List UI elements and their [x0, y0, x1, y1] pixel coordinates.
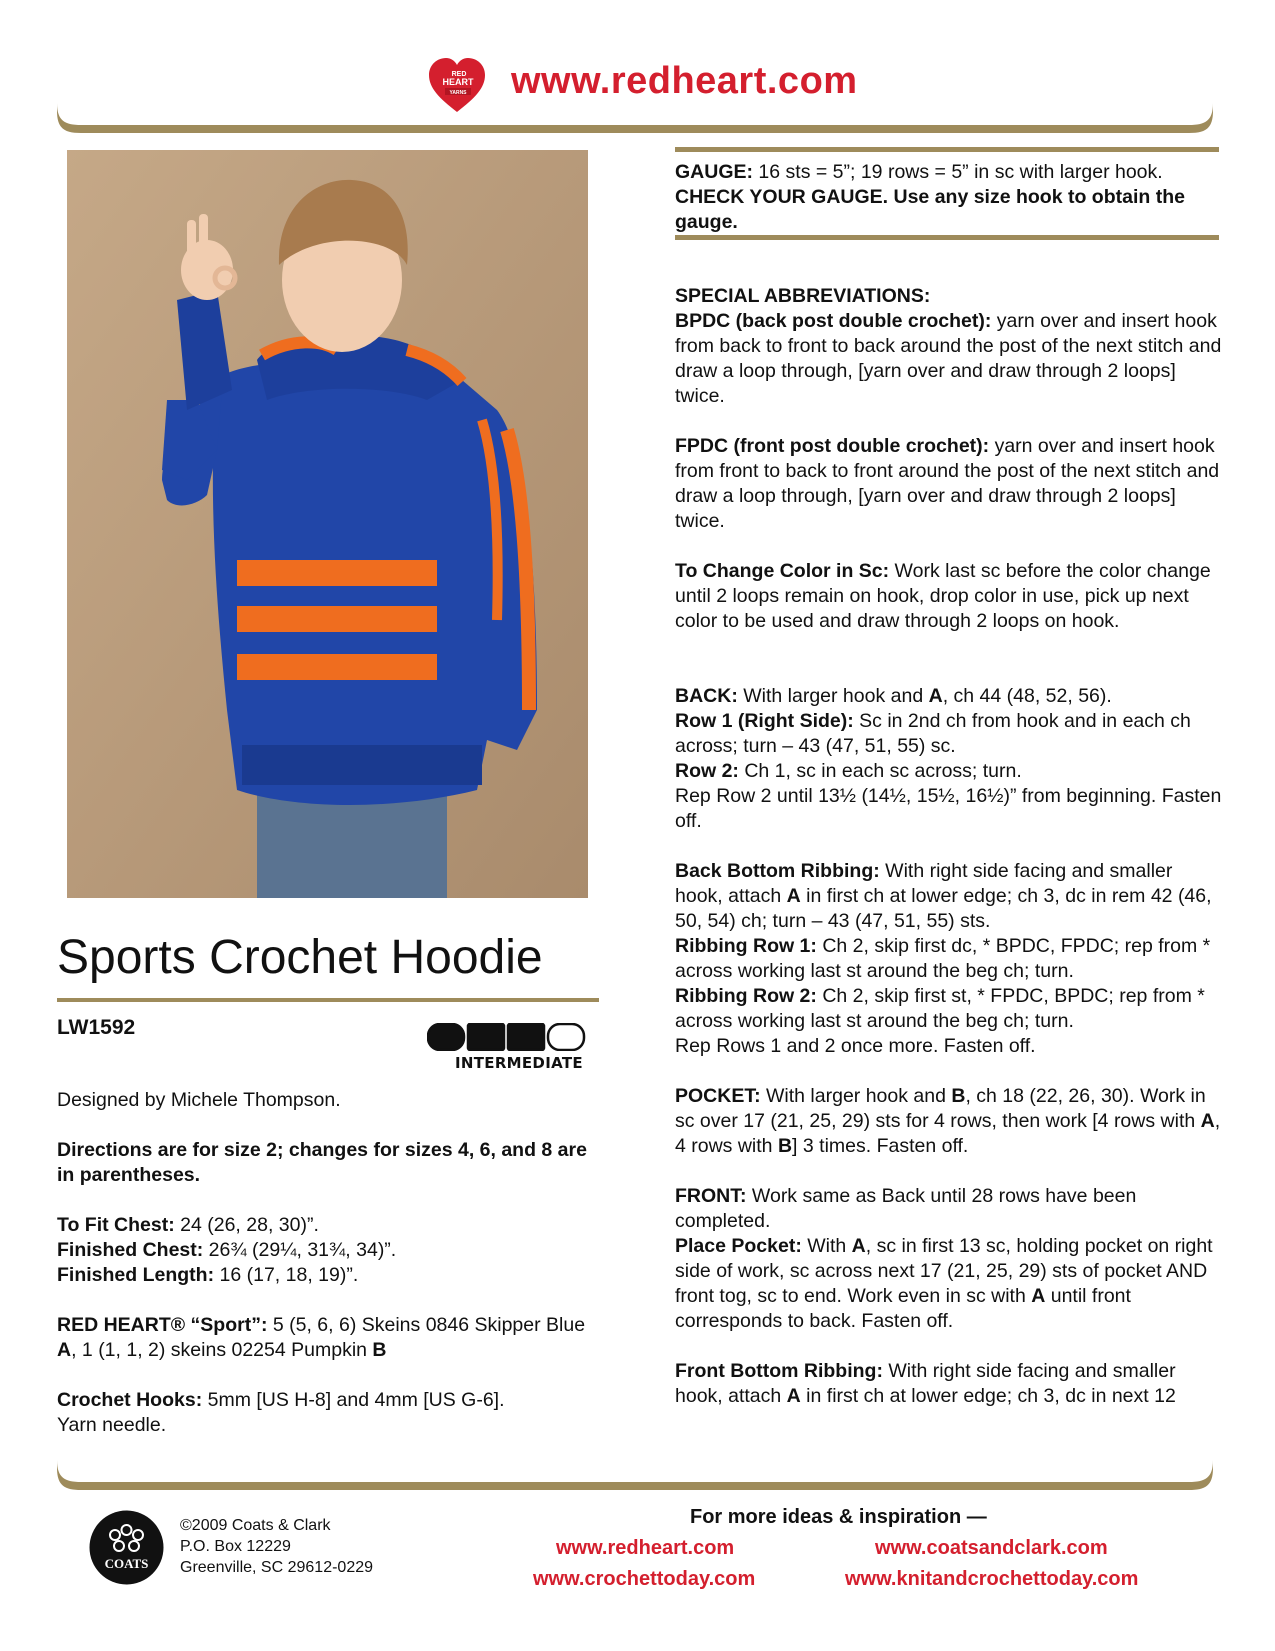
skill-level-label: INTERMEDIATE — [455, 1054, 583, 1072]
front-section: FRONT: Work same as Back until 28 rows have been completed. Place Pocket: With A, sc in first 13 sc, holding pocket on right side of work, sc across next 17 (21, 25, 29) sts of pocket AND front tog, sc to end. Work even in sc with A until front corresponds to back. Fasten off. — [675, 1185, 1213, 1332]
abbreviations-fpdc: FPDC (front post double crochet): yarn over and insert hook from front to back to front around the post of the next stitch and draw a loop through, [yarn over and draw through 2 loops] twice. — [675, 435, 1220, 532]
logo-text: RED — [451, 71, 467, 78]
header-band — [57, 103, 1213, 133]
back-ribbing-section: Back Bottom Ribbing: With right side facing and smaller hook, attach A in first ch at lower edge; ch 3, dc in rem 42 (46, 50, 54) ch; turn – 43 (47, 51, 55) sts. Ribbing Row 1: Ch 2, skip first dc, * BPDC, FPDC; rep from * across working last st around the beg ch; turn. Ribbing Row 2: Ch 2, skip first st, * FPDC, BPDC; rep from * across working last st around the beg ch; turn. Rep Rows 1 and 2 once more. Fasten off. — [675, 860, 1212, 1057]
skill-segment-filled — [508, 1024, 544, 1050]
site-url[interactable]: www.redheart.com — [511, 60, 858, 102]
company-address: ©2009 Coats & Clark P.O. Box 12229 Greenville, SC 29612-0229 — [180, 1517, 374, 1576]
skill-segment-empty — [548, 1024, 584, 1050]
pattern-details — [57, 1088, 597, 1463]
sizes-note: Directions are for size 2; changes for sizes 4, 6, and 8 are in parentheses. — [57, 1139, 587, 1186]
footer-link-redheart[interactable]: www.redheart.com — [556, 1537, 735, 1559]
abbreviations-color-change: To Change Color in Sc: Work last sc before the color change until 2 loops remain on hook, drop color in use, pick up next color to be used and draw through 2 loops on hook. — [675, 560, 1211, 632]
pattern-code: LW1592 — [57, 1016, 136, 1039]
coats-logo-text: COATS — [104, 1556, 149, 1571]
hooks-info: Crochet Hooks: 5mm [US H-8] and 4mm [US G-6]. Yarn needle. — [57, 1389, 505, 1436]
coats-logo[interactable] — [89, 1510, 164, 1585]
measurements: To Fit Chest: 24 (26, 28, 30)”. Finished Chest: 26¾ (29¼, 31¾, 34)”. Finished Length: 16 (17, 18, 19)”. — [57, 1214, 397, 1286]
gauge-top-rule — [675, 147, 1219, 152]
gauge-bottom-rule — [675, 235, 1219, 240]
pattern-instructions — [675, 284, 1225, 1434]
skill-segment-filled — [468, 1024, 504, 1050]
skill-segment-filled — [428, 1024, 464, 1050]
title-divider — [57, 998, 599, 1002]
product-photo — [67, 150, 588, 898]
gauge-box: GAUGE: 16 sts = 5”; 19 rows = 5” in sc with larger hook. CHECK YOUR GAUGE. Use any size hook to obtain the gauge. — [675, 161, 1185, 233]
pocket-section: POCKET: With larger hook and B, ch 18 (22, 26, 30). Work in sc over 17 (21, 25, 29) sts for 4 rows, then work [4 rows with A, 4 rows with B] 3 times. Fasten off. — [675, 1085, 1221, 1157]
pattern-title: Sports Crochet Hoodie — [57, 931, 543, 984]
hoodie-photo-illustration — [67, 150, 588, 898]
footer-link-coatsandclark[interactable]: www.coatsandclark.com — [875, 1537, 1108, 1559]
back-section: BACK: With larger hook and A, ch 44 (48, 52, 56). Row 1 (Right Side): Sc in 2nd ch from hook and in each ch across; turn – 43 (47, 51, 55) sc. Row 2: Ch 1, sc in each sc across; turn. Rep Row 2 until 13½ (14½, 15½, 16½)” from beginning. Fasten off. — [675, 685, 1222, 832]
logo-text: YARNS — [449, 90, 467, 96]
logo-text: HEART — [442, 77, 474, 87]
skill-level-meter — [427, 1023, 602, 1051]
footer-heading: For more ideas & inspiration — — [690, 1506, 987, 1528]
abbreviations-bpdc: SPECIAL ABBREVIATIONS: BPDC (back post double crochet): yarn over and insert hook from back to front to back around the post of the next stitch and draw a loop through, [yarn over and draw through 2 loops] twice. — [675, 285, 1222, 407]
yarn-info: RED HEART® “Sport”: 5 (5, 6, 6) Skeins 0846 Skipper Blue A, 1 (1, 1, 2) skeins 02254 Pumpkin B — [57, 1314, 586, 1361]
designer-credit: Designed by Michele Thompson. — [57, 1089, 341, 1111]
front-ribbing-section: Front Bottom Ribbing: With right side facing and smaller hook, attach A in first ch at lower edge; ch 3, dc in next 12 — [675, 1360, 1176, 1407]
footer-link-knitandcrochettoday[interactable]: www.knitandcrochettoday.com — [845, 1568, 1139, 1590]
footer-link-crochettoday[interactable]: www.crochettoday.com — [533, 1568, 756, 1590]
footer-band — [57, 1460, 1213, 1490]
